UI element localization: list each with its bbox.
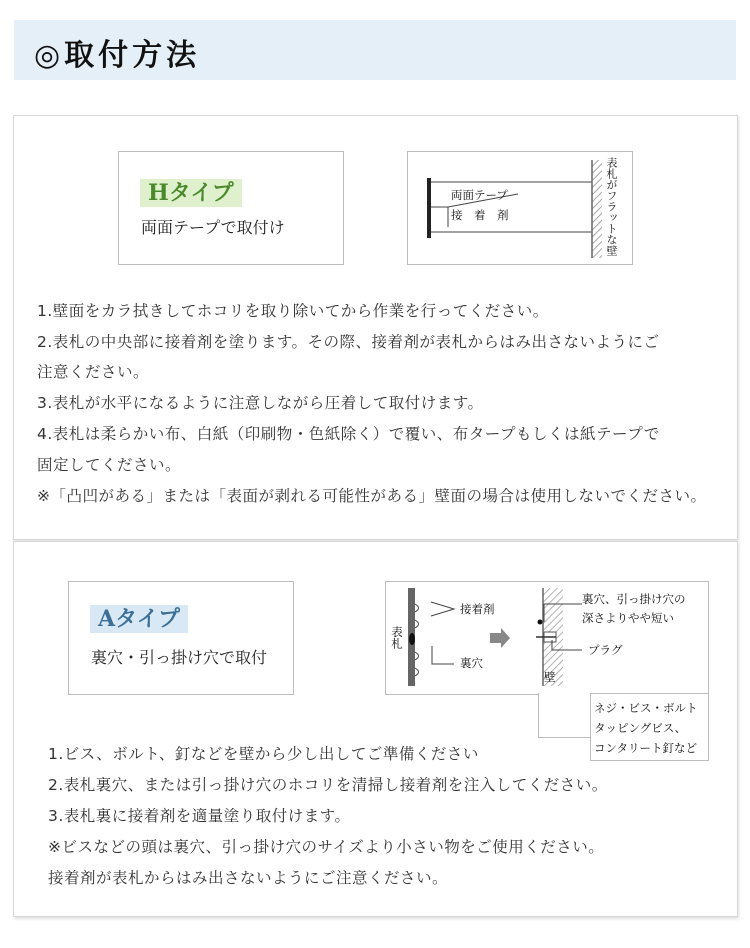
a-type-desc: 裏穴・引っ掛け穴で取付	[91, 648, 268, 667]
screw-note-3: コンタリート釘など	[594, 741, 698, 755]
a-glue-label: 接着剤	[460, 602, 495, 616]
h-step-3: 3.表札が水平になるように注意しながら圧着して取付けます。	[37, 394, 484, 412]
a-wall-label: 壁	[544, 670, 556, 684]
hole-shape	[409, 633, 415, 645]
a-note-2: 接着剤が表札からはみ出さないようにご注意ください。	[48, 869, 449, 887]
wall-shape	[592, 160, 602, 258]
a-type-card	[68, 581, 294, 695]
h-step-1: 1.壁面をカラ拭きしてホコリを取り除いてから作業を行ってください。	[37, 302, 549, 320]
plate-label: 表札	[390, 626, 404, 649]
tape-label: 両面テープ	[451, 188, 508, 202]
a-step-1: 1.ビス、ボルト、釘などを壁から少し出してご準備ください	[48, 745, 479, 763]
h-step-2: 2.表札の中央部に接着剤を塗ります。その際、接着剤が表札からはみ出さないようにご	[37, 333, 660, 351]
plug-label: プラグ	[588, 643, 623, 657]
h-step-2-cont: 注意ください。	[37, 363, 150, 381]
h-step-4-cont: 固定してください。	[37, 456, 182, 474]
wall-label: 表札がフラットな壁	[605, 157, 618, 256]
screw-connector	[538, 693, 592, 738]
depth-note-1: 裏穴、引っ掛け穴の	[582, 592, 686, 606]
h-type-desc: 両面テープで取付け	[141, 218, 285, 237]
a-type-label: Aタイプ	[90, 605, 188, 633]
glue-label: 接 着 剤	[451, 208, 509, 222]
arrow-shape	[490, 628, 510, 648]
a-note-1: ※ビスなどの頭は裏穴、引っ掛け穴のサイズより小さい物をご使用ください。	[48, 838, 605, 856]
h-note: ※「凸凹がある」または「表面が剥れる可能性がある」壁面の場合は使用しないでください。	[37, 487, 707, 505]
plate-shape	[427, 178, 431, 238]
h-type-diagram	[407, 151, 633, 265]
h-type-card	[118, 151, 344, 265]
a-step-3: 3.表札裏に接着剤を適量塗り取付けます。	[48, 807, 351, 825]
screw-note-2: タッピングビス、	[594, 721, 687, 735]
hole-label: 裏穴	[460, 656, 483, 670]
h-step-4: 4.表札は柔らかい布、白紙（印刷物・色紙除く）で覆い、布タープもしくは紙テープで	[37, 425, 660, 443]
screw-note-1: ネジ・ビス・ボルト	[594, 701, 698, 715]
h-type-label: Hタイプ	[140, 179, 242, 207]
depth-note-2: 深さよりやや短い	[582, 611, 674, 625]
page-title: ◎取付方法	[34, 38, 201, 73]
a-step-2: 2.表札裏穴、または引っ掛け穴のホコリを清掃し接着剤を注入してください。	[48, 776, 608, 794]
h-diagram-drawing	[408, 152, 632, 264]
